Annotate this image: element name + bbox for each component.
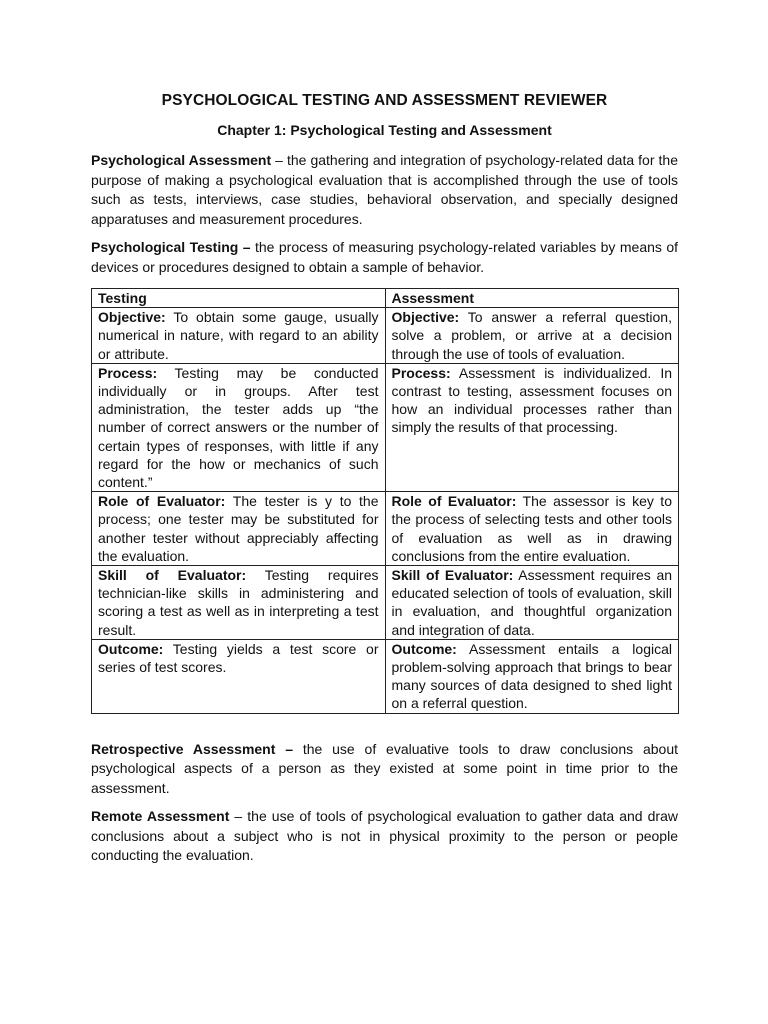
definition-psychological-testing bbox=[91, 238, 678, 277]
cell-label: Skill of Evaluator: bbox=[98, 567, 247, 584]
table-cell-testing bbox=[92, 363, 386, 491]
cell-text: The tester is y to the process; one tester may be substituted for another tester without appreciably affecting the evaluation. bbox=[98, 493, 379, 564]
definition-term: Psychological Testing – bbox=[91, 239, 251, 255]
definition-separator bbox=[293, 741, 303, 757]
table-cell-assessment bbox=[385, 492, 679, 566]
table-row-outcome bbox=[92, 639, 679, 713]
table-row-role-of-evaluator bbox=[92, 492, 679, 566]
cell-label: Outcome: bbox=[391, 640, 457, 657]
cell-label: Objective: bbox=[391, 309, 460, 326]
document-title: PSYCHOLOGICAL TESTING AND ASSESSMENT REVIEWER bbox=[161, 92, 608, 109]
cell-text: Testing yields a test score or series of test scores. bbox=[98, 640, 379, 676]
cell-text: To answer a referral question, solve a problem, or arrive at a decision through the use of tools of evaluation. bbox=[391, 309, 672, 362]
table-cell-assessment bbox=[385, 639, 679, 713]
table-cell-testing bbox=[92, 566, 386, 640]
definition-term: Remote Assessment bbox=[91, 808, 230, 825]
table-header-row bbox=[92, 289, 679, 308]
chapter-heading: Chapter 1: Psychological Testing and Assessment bbox=[217, 122, 552, 138]
cell-label: Outcome: bbox=[98, 640, 164, 657]
definition-psychological-assessment bbox=[91, 151, 678, 229]
cell-label: Objective: bbox=[98, 309, 166, 326]
cell-text: Assessment requires an educated selection of tools of evaluation, skill in evaluation, and thoughtful organization and integration of data. bbox=[391, 567, 673, 638]
cell-label: Role of Evaluator: bbox=[98, 493, 226, 510]
definition-retrospective-assessment bbox=[91, 740, 678, 799]
cell-text: Testing may be conducted individually or in groups. After test administration, the tester adds up “the number of correct answers or the number of certain types of responses, with little if any regard for the how or mechanics of such content.” bbox=[98, 364, 379, 491]
table-row-skill-of-evaluator bbox=[92, 566, 679, 640]
cell-text: The assessor is key to the process of selecting tests and other tools of evaluation as well as in drawing conclusions from the entire evaluation. bbox=[391, 493, 672, 564]
cell-text: Assessment entails a logical problem-solving approach that brings to bear many sources of data designed to shed light on a referral question. bbox=[391, 640, 672, 712]
cell-text: Testing requires technician-like skills in administering and scoring a test as well as in interpreting a test result. bbox=[98, 567, 379, 638]
cell-text: Assessment is individualized. In contrast to testing, assessment focuses on how an individual processes rather than simply the results of that processing. bbox=[391, 364, 672, 436]
definition-term: Retrospective Assessment – bbox=[91, 740, 294, 757]
definition-text: the use of evaluative tools to draw conclusions about psychological aspects of a person as they existed at some point in time prior to the assessment. bbox=[91, 740, 678, 796]
testing-vs-assessment-table bbox=[91, 288, 679, 714]
definition-separator: – bbox=[229, 808, 248, 825]
cell-label: Role of Evaluator: bbox=[391, 493, 517, 510]
table-cell-testing bbox=[92, 492, 386, 566]
table-cell-assessment bbox=[385, 308, 679, 364]
table-row-objective bbox=[92, 308, 679, 364]
table-cell-testing bbox=[92, 308, 386, 364]
definition-remote-assessment bbox=[91, 807, 678, 866]
column-header-testing: Testing bbox=[92, 289, 386, 308]
cell-label: Skill of Evaluator: bbox=[391, 567, 514, 584]
table-cell-assessment bbox=[385, 566, 679, 640]
cell-label: Process: bbox=[391, 364, 451, 381]
cell-text: To obtain some gauge, usually numerical in nature, with regard to an ability or attribute. bbox=[98, 309, 379, 362]
cell-label: Process: bbox=[98, 364, 158, 381]
definition-text: the use of tools of psychological evaluation to gather data and draw conclusions about a subject who is not in physical proximity to the person or people conducting the evaluation. bbox=[91, 808, 678, 864]
table-row-process bbox=[92, 363, 679, 491]
definition-text: the gathering and integration of psychology-related data for the purpose of making a psychological evaluation that is accomplished through the use of tools such as tests, interviews, case studies, behavioral observation, and specially designed apparatuses and measurement procedures. bbox=[91, 152, 678, 227]
definition-text: the process of measuring psychology-related variables by means of devices or procedures designed to obtain a sample of behavior. bbox=[91, 239, 678, 275]
table-cell-testing bbox=[92, 639, 386, 713]
table-cell-assessment bbox=[385, 363, 679, 491]
definition-term: Psychological Assessment bbox=[91, 152, 272, 168]
definition-separator: – bbox=[271, 152, 287, 168]
column-header-assessment: Assessment bbox=[385, 289, 679, 308]
